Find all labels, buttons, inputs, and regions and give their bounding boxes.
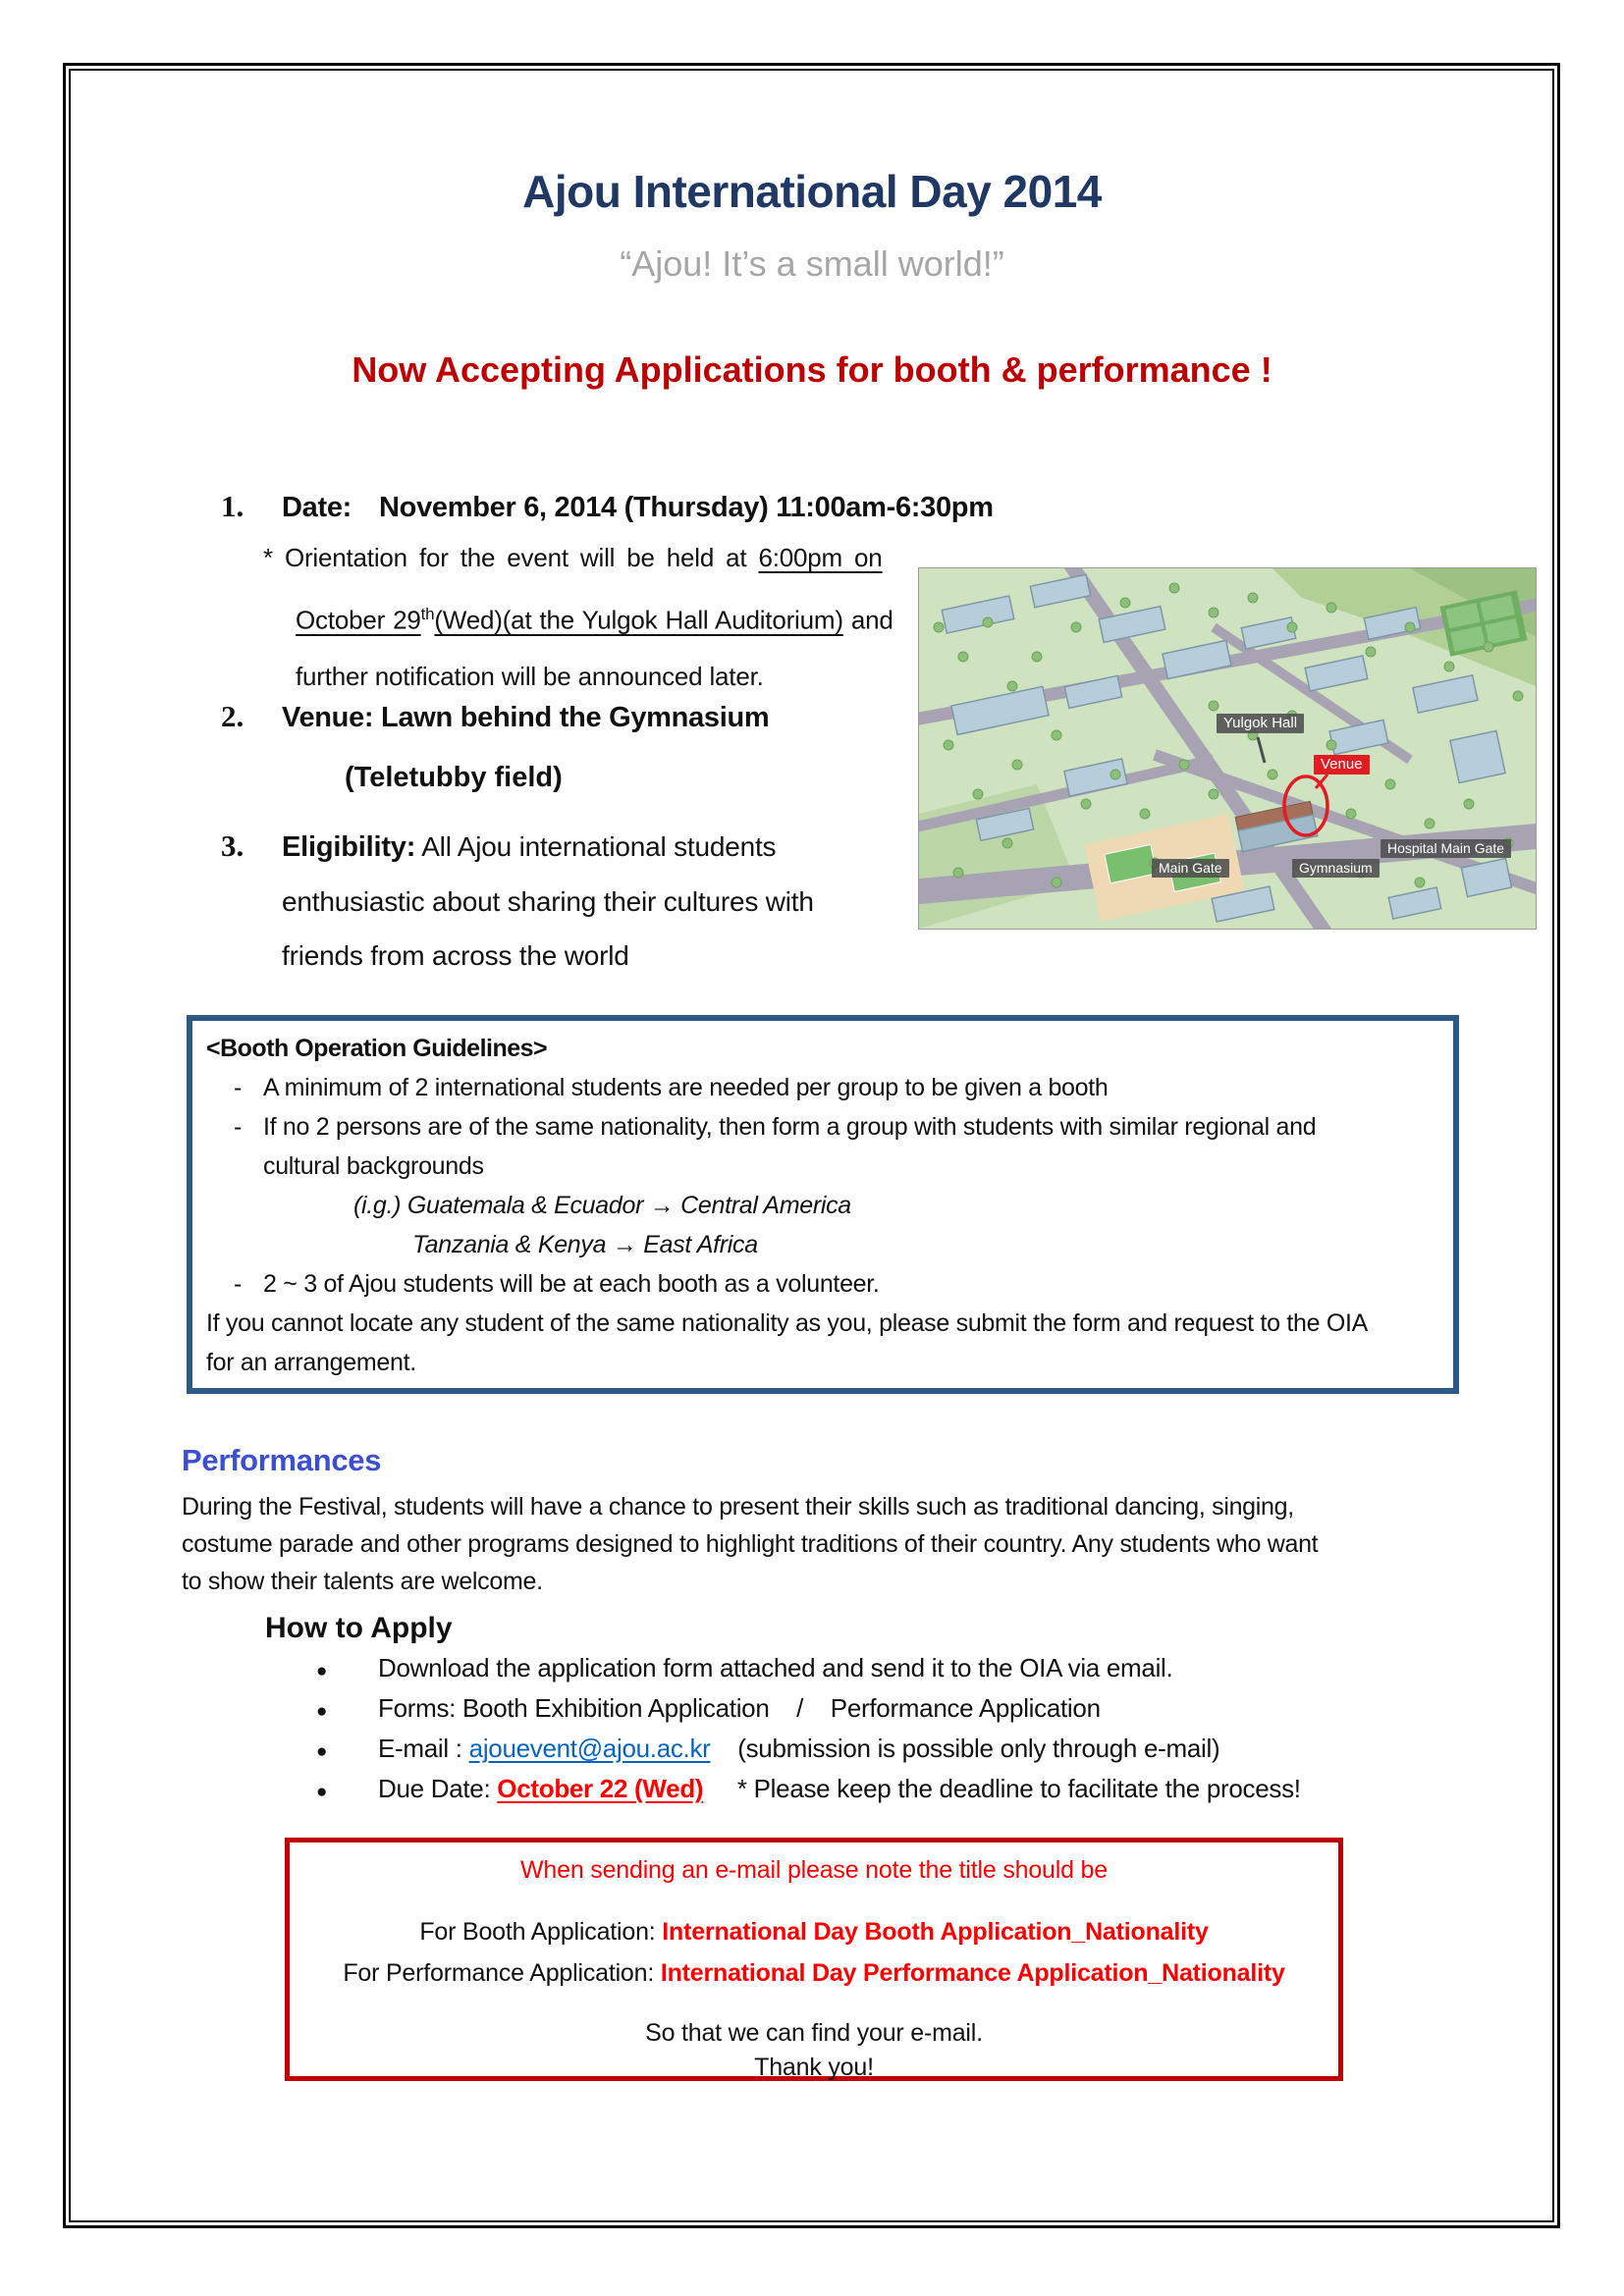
email-label: E-mail : (378, 1734, 469, 1763)
booth-bullet-1 (206, 1068, 1439, 1107)
booth-guidelines-box (187, 1015, 1459, 1394)
eligibility-label: Eligibility: (282, 831, 416, 863)
apply-bullet-download (316, 1653, 1301, 1686)
performances-line-1: During the Festival, students will have a chance to present their skills such as traditional dancing, singing, (182, 1493, 1294, 1521)
notice-booth-value: International Day Booth Application_Nationality (662, 1918, 1209, 1946)
note-star: * (263, 543, 273, 572)
notice-performance-value: International Day Performance Application_Nationality (660, 1959, 1285, 1987)
booth-bullet-3 (206, 1264, 1439, 1304)
note-superscript: th (420, 605, 435, 623)
apply-bullet-email-text (378, 1734, 1219, 1763)
how-to-apply-list (316, 1653, 1301, 1814)
note-tail: and (842, 605, 893, 635)
date-line (282, 492, 994, 524)
map-label-yulgok-hall: Yulgok Hall (1217, 714, 1304, 733)
dash-marker: - (234, 1113, 243, 1141)
due-date-note: * Please keep the deadline to facilitate the process! (703, 1774, 1301, 1803)
apply-bullet-download-text: Download the application form attached and send it to the OIA via email. (378, 1653, 1173, 1682)
dash-marker: - (234, 1074, 243, 1101)
booth-example-2: Tanzania & Kenya → East Africa (412, 1231, 758, 1258)
bullet-icon: ● (316, 1661, 328, 1682)
list-number-3: 3. (221, 828, 244, 863)
performances-heading: Performances (182, 1443, 382, 1477)
performances-line-2: costume parade and other programs designed to highlight traditions of their country. Any students who want (182, 1530, 1319, 1558)
eligibility-line-1: All Ajou international students (415, 831, 777, 862)
performances-line-3: to show their talents are welcome. (182, 1568, 543, 1595)
date-label: Date: (282, 492, 352, 523)
list-item-eligibility (221, 820, 920, 983)
notice-performance-label: For Performance Application: (343, 1959, 661, 1987)
notice-booth-label: For Booth Application: (419, 1918, 663, 1946)
notice-line-5: Thank you! (754, 2054, 874, 2081)
venue-label: Venue: (282, 702, 374, 733)
page-subtitle: “Ajou! It’s a small world!” (620, 243, 1004, 284)
booth-footer-line-1: If you cannot locate any student of the same nationality as you, please submit the form and request to the OIA (206, 1309, 1368, 1337)
notice-line-4: So that we can find your e-mail. (645, 2019, 983, 2047)
applications-banner: Now Accepting Applications for booth & performance ! (352, 349, 1272, 390)
booth-bullet-1-text: A minimum of 2 international students are needed per group to be given a booth (263, 1074, 1109, 1101)
apply-bullet-email (316, 1734, 1301, 1767)
list-number-1: 1. (221, 489, 244, 523)
note-underline-2a: October 29 (296, 605, 421, 635)
bullet-icon: ● (316, 1701, 328, 1722)
eligibility-line-3: friends from across the world (282, 940, 629, 971)
note-line-2 (263, 586, 893, 649)
bullet-icon: ● (316, 1741, 328, 1762)
how-to-apply-heading: How to Apply (265, 1612, 453, 1644)
booth-bullet-2-line-2: cultural backgrounds (263, 1152, 484, 1180)
list-item-venue (221, 699, 769, 734)
campus-map (918, 567, 1537, 930)
apply-bullet-forms-text: Forms: Booth Exhibition Application / Performance Application (378, 1693, 1101, 1723)
map-label-venue: Venue (1314, 755, 1370, 774)
eligibility-line-2: enthusiastic about sharing their cultures with (282, 886, 814, 917)
apply-bullet-due-date (316, 1774, 1301, 1807)
orientation-note (263, 530, 893, 705)
note-underline-1: 6:00pm on (758, 543, 883, 572)
notice-line-1: When sending an e-mail please note the title should be (520, 1856, 1108, 1884)
venue-line (282, 702, 769, 734)
booth-bullet-3-text: 2 ~ 3 of Ajou students will be at each booth as a volunteer. (263, 1270, 880, 1298)
note-line-1 (263, 530, 893, 586)
email-note: (submission is possible only through e-mail) (710, 1734, 1220, 1763)
note-line-3: further notification will be announced later. (296, 661, 764, 691)
map-label-hospital-main-gate: Hospital Main Gate (1380, 839, 1511, 858)
page-title: Ajou International Day 2014 (522, 166, 1102, 217)
booth-bullet-2 (206, 1107, 1439, 1186)
list-item-date (221, 489, 994, 524)
note-underline-2b: (Wed)(at the Yulgok Hall Auditorium) (434, 605, 843, 635)
booth-bullet-2-line-1: If no 2 persons are of the same nationality, then form a group with students with similar regional and (263, 1113, 1317, 1141)
note-text: Orientation for the event will be held at (272, 543, 759, 572)
due-date-value: October 22 (Wed) (497, 1774, 704, 1803)
date-value: November 6, 2014 (Thursday) 11:00am-6:30pm (379, 492, 994, 523)
dash-marker: - (234, 1270, 243, 1298)
eligibility-text (282, 820, 920, 983)
apply-bullet-due-date-text (378, 1774, 1301, 1803)
map-label-main-gate: Main Gate (1152, 859, 1229, 878)
email-link[interactable]: ajouevent@ajou.ac.kr (468, 1734, 711, 1763)
booth-bullet-2-text (263, 1107, 1316, 1186)
map-label-gymnasium: Gymnasium (1292, 859, 1380, 878)
venue-value: Lawn behind the Gymnasium (373, 702, 770, 733)
notice-booth-line (290, 1916, 1338, 1949)
apply-bullet-forms (316, 1693, 1301, 1727)
due-date-label: Due Date: (378, 1774, 498, 1803)
bullet-icon: ● (316, 1782, 328, 1802)
email-title-notice-box (285, 1838, 1343, 2081)
booth-footer-line-2: for an arrangement. (206, 1349, 416, 1376)
list-number-2: 2. (221, 699, 244, 733)
booth-example-1: (i.g.) Guatemala & Ecuador → Central America (353, 1192, 851, 1219)
performances-paragraph (182, 1488, 1318, 1600)
booth-guidelines-heading: <Booth Operation Guidelines> (206, 1035, 548, 1062)
venue-line-2: (Teletubby field) (345, 762, 563, 793)
notice-performance-line (290, 1957, 1338, 1990)
